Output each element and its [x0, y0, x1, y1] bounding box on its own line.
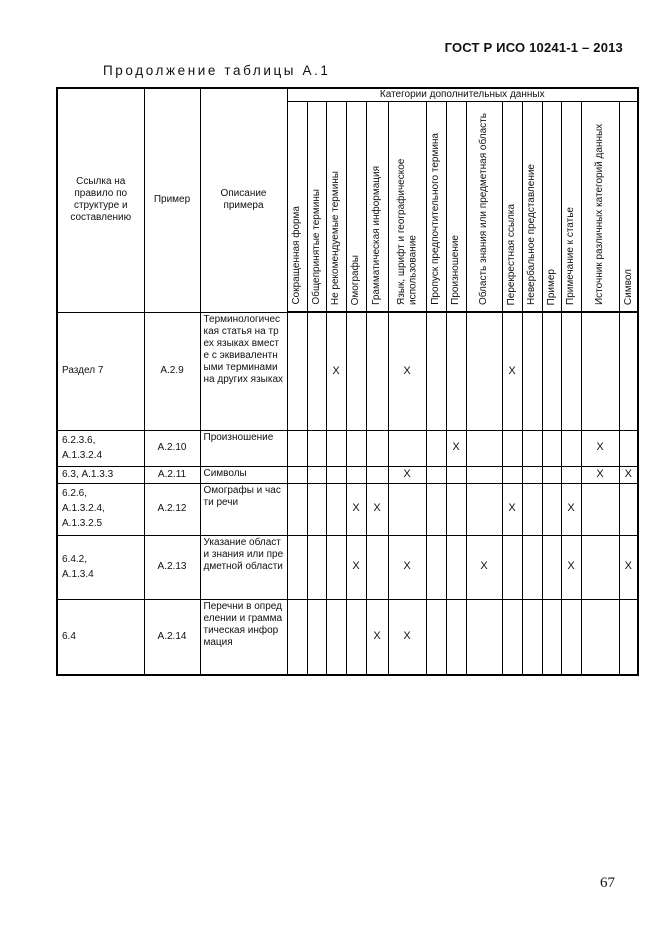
category-mark: [346, 430, 366, 466]
category-mark: [388, 430, 426, 466]
category-mark: [542, 483, 561, 535]
category-mark: [446, 599, 466, 675]
ref-line: А.1.3.2.4: [62, 449, 103, 461]
ref-line: 6.4.2,: [62, 553, 88, 565]
category-mark: [426, 430, 446, 466]
category-header: [346, 102, 366, 313]
category-mark: [581, 535, 619, 599]
category-mark: [426, 483, 446, 535]
category-mark: [581, 312, 619, 430]
col-header-description: Описание примера: [200, 88, 287, 312]
description-cell: Перечни в определении и грамматическая информация: [200, 599, 287, 675]
category-mark: [522, 430, 542, 466]
category-mark: [287, 466, 307, 483]
category-mark: [466, 599, 502, 675]
category-mark: X: [388, 535, 426, 599]
ref-cell: [57, 483, 144, 535]
category-mark: [287, 430, 307, 466]
category-mark: [561, 430, 581, 466]
category-mark: X: [346, 483, 366, 535]
ref-line: А.1.3.2.5: [62, 518, 103, 529]
category-mark: X: [619, 466, 638, 483]
category-mark: [307, 483, 326, 535]
ref-line: 6.2.6,: [62, 488, 88, 499]
category-mark: X: [619, 535, 638, 599]
category-mark: X: [366, 599, 388, 675]
category-label: Пример: [545, 268, 557, 305]
category-mark: [287, 312, 307, 430]
category-label: Символ: [622, 268, 634, 305]
description-cell: Символы: [200, 466, 287, 483]
table-row: [57, 535, 638, 599]
category-mark: [366, 535, 388, 599]
category-label: Пропуск предпочтительного термина: [430, 133, 442, 305]
category-mark: [346, 599, 366, 675]
ref-line: А.1.3.4: [62, 568, 94, 580]
category-mark: [287, 599, 307, 675]
category-mark: X: [502, 312, 522, 430]
description-cell: Терминологическая статья на трех языках вместе с эквивалентными терминами на других языках: [200, 312, 287, 430]
category-mark: [326, 599, 346, 675]
categories-group-header: Категории дополнительных данных: [287, 88, 638, 102]
category-label: Не рекомендуемые термины: [330, 170, 342, 305]
category-label: Омографы: [350, 254, 362, 305]
category-mark: [502, 466, 522, 483]
category-header: [426, 102, 446, 313]
example-cell: А.2.11: [144, 466, 200, 483]
table-row: [57, 466, 638, 483]
category-mark: [446, 535, 466, 599]
category-mark: [502, 535, 522, 599]
ref-line: 6.4: [62, 630, 76, 642]
description-cell: Омографы и части речи: [200, 483, 287, 535]
category-mark: X: [581, 430, 619, 466]
category-mark: [346, 312, 366, 430]
category-mark: [522, 535, 542, 599]
category-mark: [619, 312, 638, 430]
category-mark: [542, 312, 561, 430]
category-mark: X: [561, 535, 581, 599]
category-mark: X: [388, 599, 426, 675]
category-mark: [542, 535, 561, 599]
category-mark: [446, 483, 466, 535]
category-mark: [287, 535, 307, 599]
category-label: Грамматическая информация: [371, 166, 383, 305]
category-mark: [466, 483, 502, 535]
category-header: [388, 102, 426, 313]
category-mark: [326, 535, 346, 599]
category-mark: X: [388, 466, 426, 483]
category-mark: [542, 430, 561, 466]
category-header: [307, 102, 326, 313]
ref-cell: [57, 535, 144, 599]
category-mark: [561, 312, 581, 430]
category-mark: [466, 466, 502, 483]
col-header-example: Пример: [144, 88, 200, 312]
category-mark: [446, 466, 466, 483]
category-mark: [581, 483, 619, 535]
category-mark: [619, 599, 638, 675]
col-header-ref: Ссылка на правило по структуре и составлению: [57, 88, 144, 312]
category-mark: X: [502, 483, 522, 535]
category-label: Язык, шрифт и географическое использование: [395, 158, 418, 305]
category-mark: [446, 312, 466, 430]
category-mark: X: [581, 466, 619, 483]
category-mark: [426, 466, 446, 483]
category-mark: [466, 312, 502, 430]
category-mark: X: [388, 312, 426, 430]
category-mark: [542, 599, 561, 675]
category-mark: [307, 599, 326, 675]
category-header: [502, 102, 522, 313]
category-mark: [619, 430, 638, 466]
category-header: [581, 102, 619, 313]
category-label: Сокращенная форма: [291, 206, 303, 305]
category-header: [446, 102, 466, 313]
category-mark: X: [346, 535, 366, 599]
category-mark: [326, 430, 346, 466]
ref-cell: [57, 312, 144, 430]
standard-header: ГОСТ Р ИСО 10241-1 – 2013: [444, 40, 623, 55]
category-mark: [466, 430, 502, 466]
category-mark: [388, 483, 426, 535]
category-header: [326, 102, 346, 313]
category-mark: [326, 483, 346, 535]
category-mark: [619, 483, 638, 535]
category-mark: [581, 599, 619, 675]
category-mark: [366, 466, 388, 483]
description-cell: Произношение: [200, 430, 287, 466]
category-header: [522, 102, 542, 313]
category-mark: [522, 599, 542, 675]
category-mark: [502, 599, 522, 675]
ref-line: А.1.3.2.4,: [62, 503, 105, 514]
category-header: [466, 102, 502, 313]
category-label: Область знания или предметная область: [478, 113, 490, 305]
example-cell: А.2.13: [144, 535, 200, 599]
category-mark: [366, 430, 388, 466]
category-mark: [561, 599, 581, 675]
table-caption: Продолжение таблицы А.1: [103, 63, 331, 78]
category-mark: [426, 535, 446, 599]
category-mark: [426, 312, 446, 430]
example-cell: А.2.12: [144, 483, 200, 535]
table-row: [57, 430, 638, 466]
category-mark: [307, 312, 326, 430]
ref-cell: [57, 430, 144, 466]
category-label: Примечание к статье: [565, 207, 577, 305]
category-label: Перекрестная ссылка: [506, 203, 518, 305]
table-row: [57, 483, 638, 535]
category-mark: [426, 599, 446, 675]
category-mark: [287, 483, 307, 535]
data-categories-table: [56, 87, 639, 676]
category-label: Общепринятые термины: [310, 189, 322, 305]
category-mark: X: [366, 483, 388, 535]
category-mark: X: [561, 483, 581, 535]
table-row: [57, 312, 638, 430]
category-mark: [366, 312, 388, 430]
category-mark: [522, 466, 542, 483]
category-mark: [307, 466, 326, 483]
category-header: [619, 102, 638, 313]
category-mark: [326, 466, 346, 483]
example-cell: А.2.14: [144, 599, 200, 675]
category-mark: [561, 466, 581, 483]
ref-line: 6.3, А.1.3.3: [62, 468, 114, 480]
category-header: [561, 102, 581, 313]
category-mark: X: [326, 312, 346, 430]
category-mark: X: [466, 535, 502, 599]
category-label: Источник различных категорий данных: [594, 123, 606, 305]
category-header: [287, 102, 307, 313]
description-cell: Указание области знания или предметной области: [200, 535, 287, 599]
category-header: [366, 102, 388, 313]
category-label: Произношение: [450, 235, 462, 305]
category-mark: X: [446, 430, 466, 466]
ref-cell: [57, 599, 144, 675]
example-cell: А.2.9: [144, 312, 200, 430]
ref-line: 6.2.3.6,: [62, 434, 96, 446]
category-mark: [307, 430, 326, 466]
category-mark: [346, 466, 366, 483]
category-label: Невербальное представление: [526, 164, 538, 305]
category-mark: [502, 430, 522, 466]
ref-cell: [57, 466, 144, 483]
ref-line: Раздел 7: [62, 365, 104, 376]
example-cell: А.2.10: [144, 430, 200, 466]
category-mark: [522, 483, 542, 535]
category-mark: [542, 466, 561, 483]
page-number: 67: [600, 875, 615, 891]
category-header: [542, 102, 561, 313]
category-mark: [307, 535, 326, 599]
table-row: [57, 599, 638, 675]
category-mark: [522, 312, 542, 430]
